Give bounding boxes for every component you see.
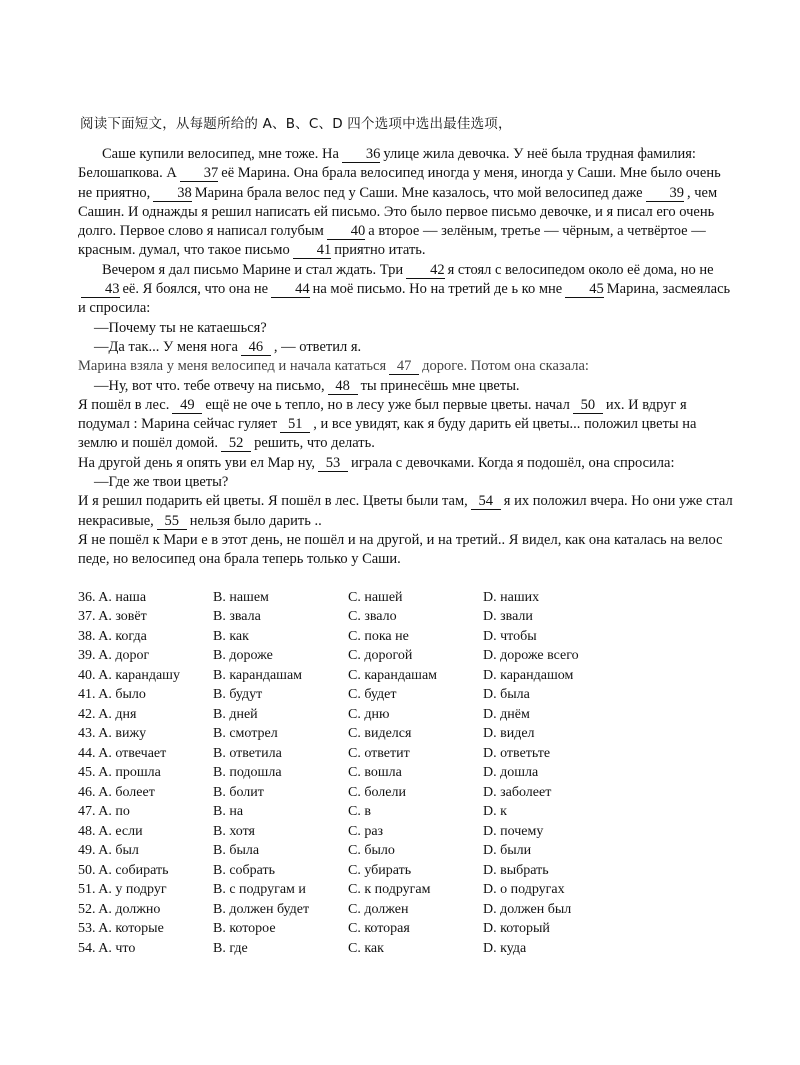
option-choice: 50. A. собирать xyxy=(78,862,169,878)
option-choice: 53. A. которые xyxy=(78,921,164,937)
option-choice: D. должен был xyxy=(483,901,572,917)
option-choice: C. как xyxy=(348,940,384,956)
passage-text: решить, что делать. xyxy=(254,435,375,452)
option-choice: B. как xyxy=(213,628,249,644)
passage-text: —Где же твои цветы? xyxy=(94,474,229,491)
option-choice: B. болит xyxy=(213,784,264,800)
option-choice: B. будут xyxy=(213,687,263,703)
passage-paragraph xyxy=(78,357,738,376)
blank-number: 54 xyxy=(471,494,501,510)
option-choice: D. к xyxy=(483,804,507,820)
option-choice: C. которая xyxy=(348,921,410,937)
passage-text: И я решил подарить ей цветы. Я пошёл в лес. Цветы были там, xyxy=(78,493,468,510)
passage-paragraph xyxy=(78,531,738,570)
blank-number: 43 xyxy=(81,282,120,298)
option-choice: 36. A. наша xyxy=(78,589,147,605)
option-choice: C. раз xyxy=(348,823,384,839)
option-row xyxy=(78,880,738,900)
option-row xyxy=(78,724,738,744)
option-choice: D. выбрать xyxy=(483,862,549,878)
passage-paragraph xyxy=(78,319,738,338)
option-choice: D. были xyxy=(483,843,532,859)
option-choice: C. виделся xyxy=(348,726,412,742)
passage-text: На другой день я опять уви ел Мар ну, xyxy=(78,454,315,471)
option-row xyxy=(78,861,738,881)
passage-text: ты принесёшь мне цветы. xyxy=(360,377,520,394)
passage-text: Я пошёл в лес. xyxy=(78,396,170,413)
passage-text: Саше купили велосипед, мне тоже. На xyxy=(102,146,339,162)
passage-text: Марина брала велос пед у Саши. Мне казалось, что мой велосипед даже xyxy=(194,184,643,201)
option-choice: 47. A. по xyxy=(78,804,130,820)
passage-text: её Марина. Она брала велосипед иногда у меня, иногда у Саши. Мне было очень не приятно, xyxy=(78,165,721,201)
passage-paragraph xyxy=(78,396,738,454)
blank-number: 48 xyxy=(328,379,358,395)
blank-number: 51 xyxy=(280,417,310,433)
passage-text: —Ну, вот что. тебе отвечу на письмо, xyxy=(94,377,325,394)
option-choice: D. наших xyxy=(483,589,540,605)
blank-number: 36 xyxy=(342,147,381,163)
option-row xyxy=(78,841,738,861)
option-choice: C. ответит xyxy=(348,745,410,761)
option-row xyxy=(78,763,738,783)
option-row xyxy=(78,705,738,725)
option-row xyxy=(78,588,738,608)
document-page xyxy=(78,112,738,958)
option-choice: B. где xyxy=(213,940,248,956)
passage-text: улице жила девочка. У неё была трудная фамилия: Белошапкова. А xyxy=(78,146,696,182)
option-choice: D. почему xyxy=(483,823,544,839)
passage-text: —Да так... У меня нога xyxy=(94,338,238,355)
option-row xyxy=(78,802,738,822)
option-choice: B. нашем xyxy=(213,589,269,605)
passage-text: их. И вдруг я подумал : Марина сейчас гуляет xyxy=(78,396,687,433)
reading-passage xyxy=(78,145,738,570)
option-choice: B. звала xyxy=(213,609,261,625)
option-choice: 52. A. должно xyxy=(78,901,161,917)
blank-number: 40 xyxy=(327,224,366,240)
option-choice: B. на xyxy=(213,804,244,820)
passage-text: дороге. Потом она сказала: xyxy=(422,358,589,375)
option-choice: C. будет xyxy=(348,687,397,703)
option-choice: 45. A. прошла xyxy=(78,765,161,781)
blank-number: 42 xyxy=(406,263,445,279)
option-choice: D. ответьте xyxy=(483,745,551,761)
blank-number: 41 xyxy=(293,243,332,259)
instruction-text: 阅读下面短文，从每题所给的 A、B、C、D 四个选项中选出最佳选项， xyxy=(80,116,512,132)
blank-number: 39 xyxy=(646,186,685,202)
blank-number: 37 xyxy=(180,166,219,182)
option-choice: D. была xyxy=(483,687,530,703)
option-choice: B. была xyxy=(213,843,260,859)
option-row xyxy=(78,666,738,686)
option-row xyxy=(78,646,738,666)
option-choice: B. дороже xyxy=(213,648,273,664)
passage-paragraph xyxy=(78,473,738,492)
option-choice: 37. A. зовёт xyxy=(78,609,147,625)
option-choice: 43. A. вижу xyxy=(78,726,147,742)
option-choice: B. хотя xyxy=(213,823,255,839)
option-choice: 39. A. дорог xyxy=(78,648,150,664)
option-choice: 38. A. когда xyxy=(78,628,147,644)
option-choice: 51. A. у подруг xyxy=(78,882,167,898)
option-row xyxy=(78,744,738,764)
option-choice: C. к подругам xyxy=(348,882,431,898)
passage-paragraph xyxy=(78,377,738,396)
option-choice: D. видел xyxy=(483,726,535,742)
option-choice: D. который xyxy=(483,921,550,937)
option-row xyxy=(78,939,738,959)
option-choice: B. собрать xyxy=(213,862,276,878)
option-choice: C. в xyxy=(348,804,371,820)
blank-number: 52 xyxy=(221,436,251,452)
option-choice: C. должен xyxy=(348,901,409,917)
option-row xyxy=(78,900,738,920)
option-choice: 42. A. дня xyxy=(78,706,137,722)
answer-options xyxy=(78,588,738,959)
blank-number: 46 xyxy=(241,340,271,356)
option-choice: B. ответила xyxy=(213,745,282,761)
passage-text: Я не пошёл к Мари е в этот день, не пошёл и на другой, и на третий.. Я видел, как она каталась на велос педе, но велосипед она брала теперь только у Саши. xyxy=(78,531,723,568)
blank-number: 44 xyxy=(271,282,310,298)
option-choice: 46. A. болеет xyxy=(78,784,155,800)
option-choice: C. дорогой xyxy=(348,648,413,664)
option-choice: D. заболеет xyxy=(483,784,552,800)
option-choice: C. вошла xyxy=(348,765,402,781)
passage-text: а второе — зелёным, третье — чёрным, а четвёртое — красным. думал, что такое письмо xyxy=(78,223,706,259)
option-choice: D. днём xyxy=(483,706,530,722)
option-choice: 54. A. что xyxy=(78,940,136,956)
option-choice: 44. A. отвечает xyxy=(78,745,167,761)
option-row xyxy=(78,822,738,842)
passage-text: Вечером я дал письмо Марине и стал ждать. Три xyxy=(102,261,404,278)
option-choice: C. убирать xyxy=(348,862,412,878)
blank-number: 55 xyxy=(157,514,187,530)
option-choice: D. о подругах xyxy=(483,882,565,898)
option-choice: 41. A. было xyxy=(78,687,146,703)
option-choice: D. дошла xyxy=(483,765,539,781)
option-choice: C. карандашам xyxy=(348,667,438,683)
blank-number: 47 xyxy=(389,359,419,375)
passage-text: приятно итать. xyxy=(334,242,426,259)
passage-paragraph xyxy=(78,338,738,357)
passage-text: Марина взяла у меня велосипед и начала кататься xyxy=(78,358,387,375)
option-choice: C. нашей xyxy=(348,589,403,605)
option-choice: D. куда xyxy=(483,940,527,956)
option-choice: B. с подругам и xyxy=(213,882,306,898)
option-choice: B. смотрел xyxy=(213,726,278,742)
passage-text: нельзя было дарить .. xyxy=(189,512,322,529)
option-choice: C. звало xyxy=(348,609,397,625)
passage-text: , чем Сашин. И однажды я решил написать ей письмо. Это было первое письмо девочке, и я писал его очень долго. Первое слово я написал голубым xyxy=(78,184,718,240)
passage-text: , — ответил я. xyxy=(273,338,362,355)
blank-number: 45 xyxy=(565,282,604,298)
option-row xyxy=(78,685,738,705)
option-choice: 49. A. был xyxy=(78,843,139,859)
option-choice: D. карандашом xyxy=(483,667,574,683)
option-row xyxy=(78,627,738,647)
option-choice: B. должен будет xyxy=(213,901,310,917)
option-choice: B. дней xyxy=(213,706,258,722)
option-choice: C. пока не xyxy=(348,628,409,644)
passage-text: я стоял с велосипедом около её дома, но не xyxy=(447,261,714,278)
option-choice: B. которое xyxy=(213,921,276,937)
option-choice: D. чтобы xyxy=(483,628,537,644)
passage-text: —Почему ты не катаешься? xyxy=(94,319,267,336)
passage-text: ещё не оче ь тепло, но в лесу уже был первые цветы. начал xyxy=(205,396,570,413)
passage-paragraph xyxy=(78,261,738,319)
blank-number: 53 xyxy=(318,456,348,472)
passage-text: играла с девочками. Когда я подошёл, она спросила: xyxy=(350,454,675,471)
option-choice: 40. A. карандашу xyxy=(78,667,180,683)
option-row xyxy=(78,607,738,627)
option-choice: D. звали xyxy=(483,609,533,625)
passage-paragraph xyxy=(78,145,738,261)
passage-paragraph xyxy=(78,492,738,531)
passage-text: её. Я боялся, что она не xyxy=(122,281,269,298)
option-choice: B. подошла xyxy=(213,765,282,781)
option-choice: B. карандашам xyxy=(213,667,303,683)
passage-text: Марина, засмеялась и спросила: xyxy=(78,281,731,317)
option-row xyxy=(78,919,738,939)
blank-number: 50 xyxy=(573,398,603,414)
option-choice: D. дороже всего xyxy=(483,648,579,664)
option-choice: 48. A. если xyxy=(78,823,143,839)
blank-number: 49 xyxy=(172,398,202,414)
option-row xyxy=(78,783,738,803)
option-choice: C. болели xyxy=(348,784,406,800)
option-choice: C. дню xyxy=(348,706,390,722)
option-choice: C. было xyxy=(348,843,395,859)
blank-number: 38 xyxy=(153,186,192,202)
passage-paragraph xyxy=(78,454,738,473)
passage-text: на моё письмо. Но на третий де ь ко мне xyxy=(312,281,563,298)
passage-text: я их положил вчера. Но они уже стал некрасивые, xyxy=(78,493,733,529)
passage-text: , и все увидят, как я буду дарить ей цветы... положил цветы на землю и пошёл домой. xyxy=(78,416,697,452)
